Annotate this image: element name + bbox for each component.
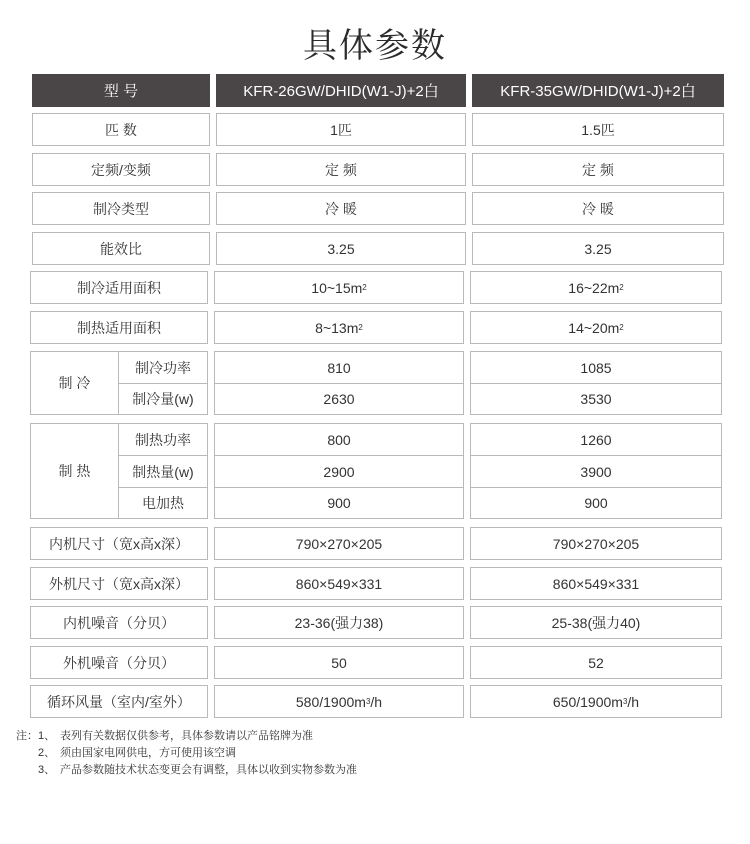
row-value-cool-area-a: 10~15m 2 (214, 271, 464, 304)
note-line-3 (16, 762, 357, 779)
row-value-heat-power-b: 1260 (470, 423, 722, 456)
row-value-heat-capacity-a: 2900 (214, 455, 464, 488)
row-value-heat-area-a: 8~13m 2 (214, 311, 464, 344)
heat-area-a-text: 8~13m (315, 319, 359, 336)
note-text: 产品参数随技术状态变更会有调整，具体以收到实物参数为准 (60, 764, 357, 776)
note-index: 3、 (38, 764, 56, 776)
row-value-freq-type-b: 定 频 (472, 153, 724, 186)
row-label-indoor-noise: 内机噪音（分贝） (30, 606, 208, 639)
cool-area-b-text: 16~22m (568, 279, 620, 296)
row-label-heat-capacity: 制热量(w) (118, 455, 208, 488)
row-value-outdoor-noise-a: 50 (214, 646, 464, 679)
group-label-heating: 制 热 (30, 423, 119, 519)
header-model-b: KFR-35GW/DHID(W1-J)+2白 (472, 74, 724, 107)
row-value-horsepower-b: 1.5匹 (472, 113, 724, 146)
row-value-outdoor-noise-b: 52 (470, 646, 722, 679)
row-value-heat-capacity-b: 3900 (470, 455, 722, 488)
airflow-a-tail: /h (370, 693, 383, 710)
row-value-heat-power-a: 800 (214, 423, 464, 456)
row-value-heat-area-b: 14~20m 2 (470, 311, 722, 344)
row-value-indoor-noise-b: 25-38(强力40) (470, 606, 722, 639)
row-value-cool-capacity-a: 2630 (214, 383, 464, 415)
heat-area-b-text: 14~20m (568, 319, 620, 336)
note-index: 2、 (38, 747, 56, 759)
row-label-eer: 能效比 (32, 232, 210, 265)
header-model-a: KFR-26GW/DHID(W1-J)+2白 (216, 74, 466, 107)
airflow-a-text: 580/1900m (295, 693, 366, 710)
row-value-cool-power-a: 810 (214, 351, 464, 384)
row-label-horsepower: 匹 数 (32, 113, 210, 146)
row-value-cool-area-b: 16~22m 2 (470, 271, 722, 304)
row-value-airflow-b: 650/1900m 3 /h (470, 685, 722, 718)
row-label-cooling-type: 制冷类型 (32, 192, 210, 225)
page-title: 具体参数 (303, 26, 447, 66)
row-value-indoor-noise-a: 23-36(强力38) (214, 606, 464, 639)
row-label-freq-type: 定频/变频 (32, 153, 210, 186)
group-label-cooling: 制 冷 (30, 351, 119, 415)
row-value-eer-a: 3.25 (216, 232, 466, 265)
row-value-outdoor-size-b: 860×549×331 (470, 567, 722, 600)
row-value-freq-type-a: 定 频 (216, 153, 466, 186)
row-label-electric-heat: 电加热 (118, 487, 208, 519)
header-label: 型 号 (32, 74, 210, 107)
airflow-b-tail: /h (627, 693, 640, 710)
cool-area-a-text: 10~15m (311, 279, 363, 296)
row-label-cool-power: 制冷功率 (118, 351, 208, 384)
note-text: 须由国家电网供电，方可使用该空调 (60, 747, 236, 759)
row-value-indoor-size-b: 790×270×205 (470, 527, 722, 560)
note-line-2 (16, 745, 357, 762)
note-text: 表列有关数据仅供参考，具体参数请以产品铭牌为准 (60, 730, 313, 742)
row-label-heat-power: 制热功率 (118, 423, 208, 456)
row-value-horsepower-a: 1匹 (216, 113, 466, 146)
airflow-b-text: 650/1900m (552, 693, 623, 710)
row-value-electric-heat-a: 900 (214, 487, 464, 519)
row-value-outdoor-size-a: 860×549×331 (214, 567, 464, 600)
row-value-indoor-size-a: 790×270×205 (214, 527, 464, 560)
row-value-cool-capacity-b: 3530 (470, 383, 722, 415)
note-line-1 (16, 728, 357, 745)
row-label-cool-area: 制冷适用面积 (30, 271, 208, 304)
row-value-cooling-type-a: 冷 暖 (216, 192, 466, 225)
row-value-airflow-a: 580/1900m 3 /h (214, 685, 464, 718)
row-value-eer-b: 3.25 (472, 232, 724, 265)
row-label-heat-area: 制热适用面积 (30, 311, 208, 344)
row-value-cool-power-b: 1085 (470, 351, 722, 384)
row-label-airflow: 循环风量（室内/室外） (30, 685, 208, 718)
notes-prefix: 注： (16, 730, 38, 742)
row-value-cooling-type-b: 冷 暖 (472, 192, 724, 225)
notes (16, 728, 357, 779)
row-label-cool-capacity: 制冷量(w) (118, 383, 208, 415)
note-index: 1、 (38, 730, 56, 742)
row-label-indoor-size: 内机尺寸（宽x高x深） (30, 527, 208, 560)
row-label-outdoor-size: 外机尺寸（宽x高x深） (30, 567, 208, 600)
row-label-outdoor-noise: 外机噪音（分贝） (30, 646, 208, 679)
row-value-electric-heat-b: 900 (470, 487, 722, 519)
